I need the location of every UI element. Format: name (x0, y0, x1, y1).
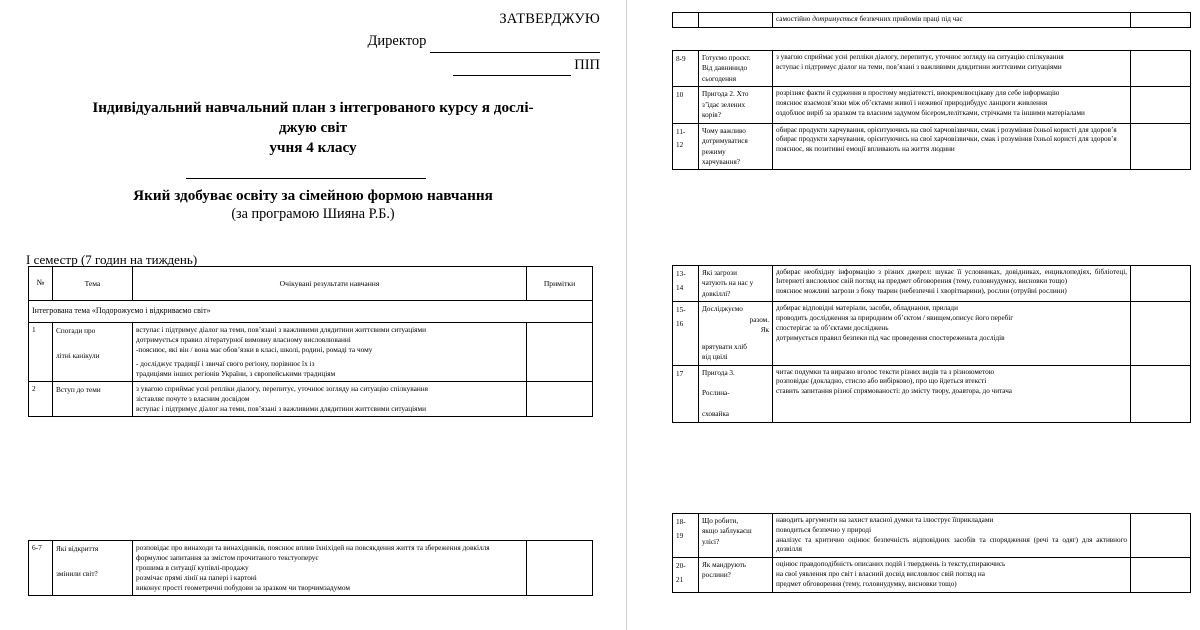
column-header-results: Очікувані результати навчання (133, 267, 527, 301)
table-row (673, 13, 1191, 28)
plan-table-right-block-c (672, 513, 1191, 593)
row-results-post: безпечних прийомів праці під час (857, 15, 963, 23)
row-num: 15- 16 (673, 302, 699, 365)
result-line: дотримується правил безпеки під час проведення спостереженьта дослідів (776, 333, 1005, 342)
row-notes (527, 382, 593, 417)
result-line: ставить запитання різної спрямованості: до змісту твору, доавтора, до читача (776, 387, 1012, 396)
row-results-italic: дотримується (812, 15, 858, 23)
row-num: 11- 12 (673, 123, 699, 170)
result-line: вступає і підтримує діалог на теми, пов’язані з важливими длядитини життєвими ситуаціями (136, 404, 427, 414)
plan-table-right-block-a (672, 50, 1191, 170)
result-line: пояснює, як позитивні емоції впливають на життя людини (776, 145, 955, 154)
row-theme: Які загрози чатують на нас у довкіллі? (699, 266, 773, 302)
table-row (29, 323, 593, 382)
table-row (29, 541, 593, 596)
row-results (773, 557, 1131, 592)
result-line: формулює запитання за змістом прочитаного текстуоперує (136, 552, 319, 562)
row-theme: Спогади про літні канікули (53, 323, 133, 382)
row-num: 20- 21 (673, 557, 699, 592)
result-line: оцінює правдоподібність описаних подій і тверджень із тексту,спираючись (776, 559, 1006, 568)
table-row (673, 302, 1191, 365)
row-notes (1131, 13, 1191, 28)
result-line: розповідає (докладно, стисло або вибірково), про що йдеться втексті (776, 377, 987, 386)
table-header-row (29, 267, 593, 301)
row-num (673, 13, 699, 28)
result-line: проводить дослідження за природним об’єктом / явищем,описує його перебіг (776, 314, 1014, 323)
column-header-theme: Тема (53, 267, 133, 301)
result-line: з увагою сприймає усні репліки діалогу, перепитує, уточнює зогляду на ситуацію спілкування (776, 53, 1064, 61)
result-line: виконує прості геометричні побудови за зразком чи творчимзадумом (136, 582, 350, 592)
row-theme: Які відкриття змінили світ? (53, 541, 133, 596)
column-header-notes: Примітки (527, 267, 593, 301)
row-results (773, 365, 1131, 422)
result-line: вступає і підтримує діалог на теми, пов’язані з важливими длядитини життєвими ситуаціями (776, 62, 1062, 71)
pip-line (300, 54, 600, 76)
row-theme (699, 13, 773, 28)
row-theme: Чому важливо дотримуватися режиму харчування? (699, 123, 773, 170)
approval-block (300, 8, 600, 76)
approve-word: ЗАТВЕРДЖУЮ (499, 11, 600, 27)
result-line: - досліджує традиції і звичаї свого регіону, порівнює їх із (136, 359, 315, 369)
result-line: пояснює можливі загрози з боку тварин (небезпечні і хворітварини), рослин (отруйні рослини) (776, 287, 1067, 296)
row-notes (1131, 365, 1191, 422)
row-results (133, 323, 527, 382)
row-notes (1131, 514, 1191, 558)
row-results (773, 123, 1131, 170)
result-line: поводиться безпечно у природі (776, 525, 872, 534)
row-theme: Пригода 2. Хто з’їдає зелених корів? (699, 87, 773, 123)
director-label: Директор (367, 33, 427, 50)
row-num: 2 (29, 382, 53, 417)
table-row (29, 382, 593, 417)
row-num: 6-7 (29, 541, 53, 596)
table-row (673, 514, 1191, 558)
row-num: 13- 14 (673, 266, 699, 302)
column-header-num: № (29, 267, 53, 301)
row-results (773, 87, 1131, 123)
table-row (673, 123, 1191, 170)
row-results (773, 51, 1131, 87)
result-line: читає подумки та виразно вголос тексти різних видів та з різноюметою (776, 367, 995, 376)
row-num: 17 (673, 365, 699, 422)
result-line: предмет обговорення (тему, головнудумку, висновки тощо) (776, 579, 957, 588)
page-title (22, 98, 604, 157)
result-line: добирає необхідну інформацію з різних джерел: шукає її условниках, довідниках, енциклопедіях, бібліотеці, Інтернеті висловлює свій погляд на предмет обговорення (тему, головнудумку, висновки тощо) (776, 268, 1127, 286)
result-line: обирає продукти харчування, орієнтуючись на свої харчовізвички, смак і розуміння їхньої користі для здоров’я (776, 135, 1117, 144)
row-theme: Готуємо проєкт. Від давнинидо сьогодення (699, 51, 773, 87)
result-line: розрізняє факти й судження в простому медіатексті, виокремлюєцікаву для себе інформацію (776, 89, 1060, 98)
result-line: розмічає прямі лінії на папері і картоні (136, 572, 257, 582)
student-name-rule (186, 178, 426, 179)
plan-table-left-tail (28, 540, 593, 596)
result-line: традиціями інших регіонів України, з європейськими традиціям (136, 369, 336, 379)
page-title-line-3: учня 4 класу (269, 138, 357, 156)
result-line: спостерігає за об’єктами досліджень (776, 324, 889, 333)
integrated-theme-band: Інтегрована тема «Подорожуємо і відкриваємо світ» (29, 301, 593, 323)
plan-table-right-continuation (672, 12, 1191, 28)
result-line: вступає і підтримує діалог на теми, пов’язані з важливими длядитини життєвими ситуаціями (136, 325, 427, 334)
result-line: зіставляє почуте з власним досвідом (136, 394, 250, 404)
row-results (773, 266, 1131, 302)
result-line: обирає продукти харчування, орієнтуючись на свої харчовізвички, смак і розуміння їхньої користі для здоров’я (776, 125, 1117, 134)
result-line: -пояснює, які він / вона має обов’язки в класі, школі, родині, ромаді та чому (136, 344, 373, 354)
row-notes (1131, 266, 1191, 302)
result-line: з увагою сприймає усні репліки діалогу, перепитує, уточнює зогляду на ситуацію спілкування (136, 384, 429, 394)
row-theme: Що робити, якщо заблукаєш улісі? (699, 514, 773, 558)
pip-rule (453, 62, 571, 76)
row-results (133, 541, 527, 596)
result-line: добирає відповідні матеріали, засоби, обладнання, прилади (776, 304, 958, 313)
row-num: 1 (29, 323, 53, 382)
result-line: розповідає про винаходи та винахідників, пояснює вплив їхніхідей на повсякдення життя та збереження довкілля (136, 543, 490, 552)
page-title-line-2: джую світ (278, 118, 348, 136)
page-title-line-1: Індивідуальний навчальний план з інтегрованого курсу я дослі- (92, 99, 534, 116)
row-theme: Пригода 3. Рослина- сховайка (699, 365, 773, 422)
row-theme: Досліджуємо разом. Як врятувати хліб від цвілі (699, 302, 773, 365)
table-row (673, 557, 1191, 592)
director-line (300, 30, 600, 52)
row-num: 8-9 (673, 51, 699, 87)
row-results (773, 302, 1131, 365)
program-reference: (за програмою Шияна Р.Б.) (231, 206, 395, 222)
plan-table-right-block-b (672, 265, 1191, 423)
table-row (673, 266, 1191, 302)
result-line: на свої уявлення про світ і власний досвід висловлює свій погляд на (776, 569, 985, 578)
row-notes (527, 323, 593, 382)
semester-label: I семестр (7 годин на тиждень) (26, 252, 198, 267)
row-notes (1131, 302, 1191, 365)
table-row (673, 51, 1191, 87)
table-row (673, 87, 1191, 123)
row-results (133, 382, 527, 417)
row-theme: Вступ до теми (53, 382, 133, 417)
result-line: дотримується правил літературної вимовиу власному висловлюванні (136, 334, 351, 344)
result-line: грошима в ситуації купівлі-продажу (136, 562, 249, 572)
row-notes (1131, 557, 1191, 592)
pip-label: ПІП (574, 56, 600, 73)
integrated-theme-band-row (29, 301, 593, 323)
result-line: аналізує та критично оцінює безпечність відповідних засобів та спорядження (речі та одяг) для активного дозвілля (776, 535, 1127, 554)
result-line: наводить аргументи на захист власної думки та ілюструє їїприкладами (776, 516, 994, 524)
row-num: 10 (673, 87, 699, 123)
row-results (773, 13, 1131, 28)
plan-table-left-main (28, 266, 593, 417)
row-results-pre: самостійно (776, 15, 813, 23)
page-subtitle: Який здобуває освіту за сімейною формою навчання (133, 187, 493, 204)
row-results (773, 514, 1131, 558)
result-line: пояснює взаємозв’язки між об’єктами живої і неживої природибудує ланцюги живлення (776, 99, 1048, 108)
row-notes (1131, 123, 1191, 170)
table-row (673, 365, 1191, 422)
row-notes (1131, 87, 1191, 123)
row-notes (1131, 51, 1191, 87)
row-num: 18- 19 (673, 514, 699, 558)
row-notes (527, 541, 593, 596)
result-line: оздоблює виріб за зразком та власним задумом бісером,лелітками, стрічками та іншими матеріалами (776, 109, 1085, 118)
director-signature-rule (430, 39, 600, 53)
row-theme: Як мандрують рослини? (699, 557, 773, 592)
